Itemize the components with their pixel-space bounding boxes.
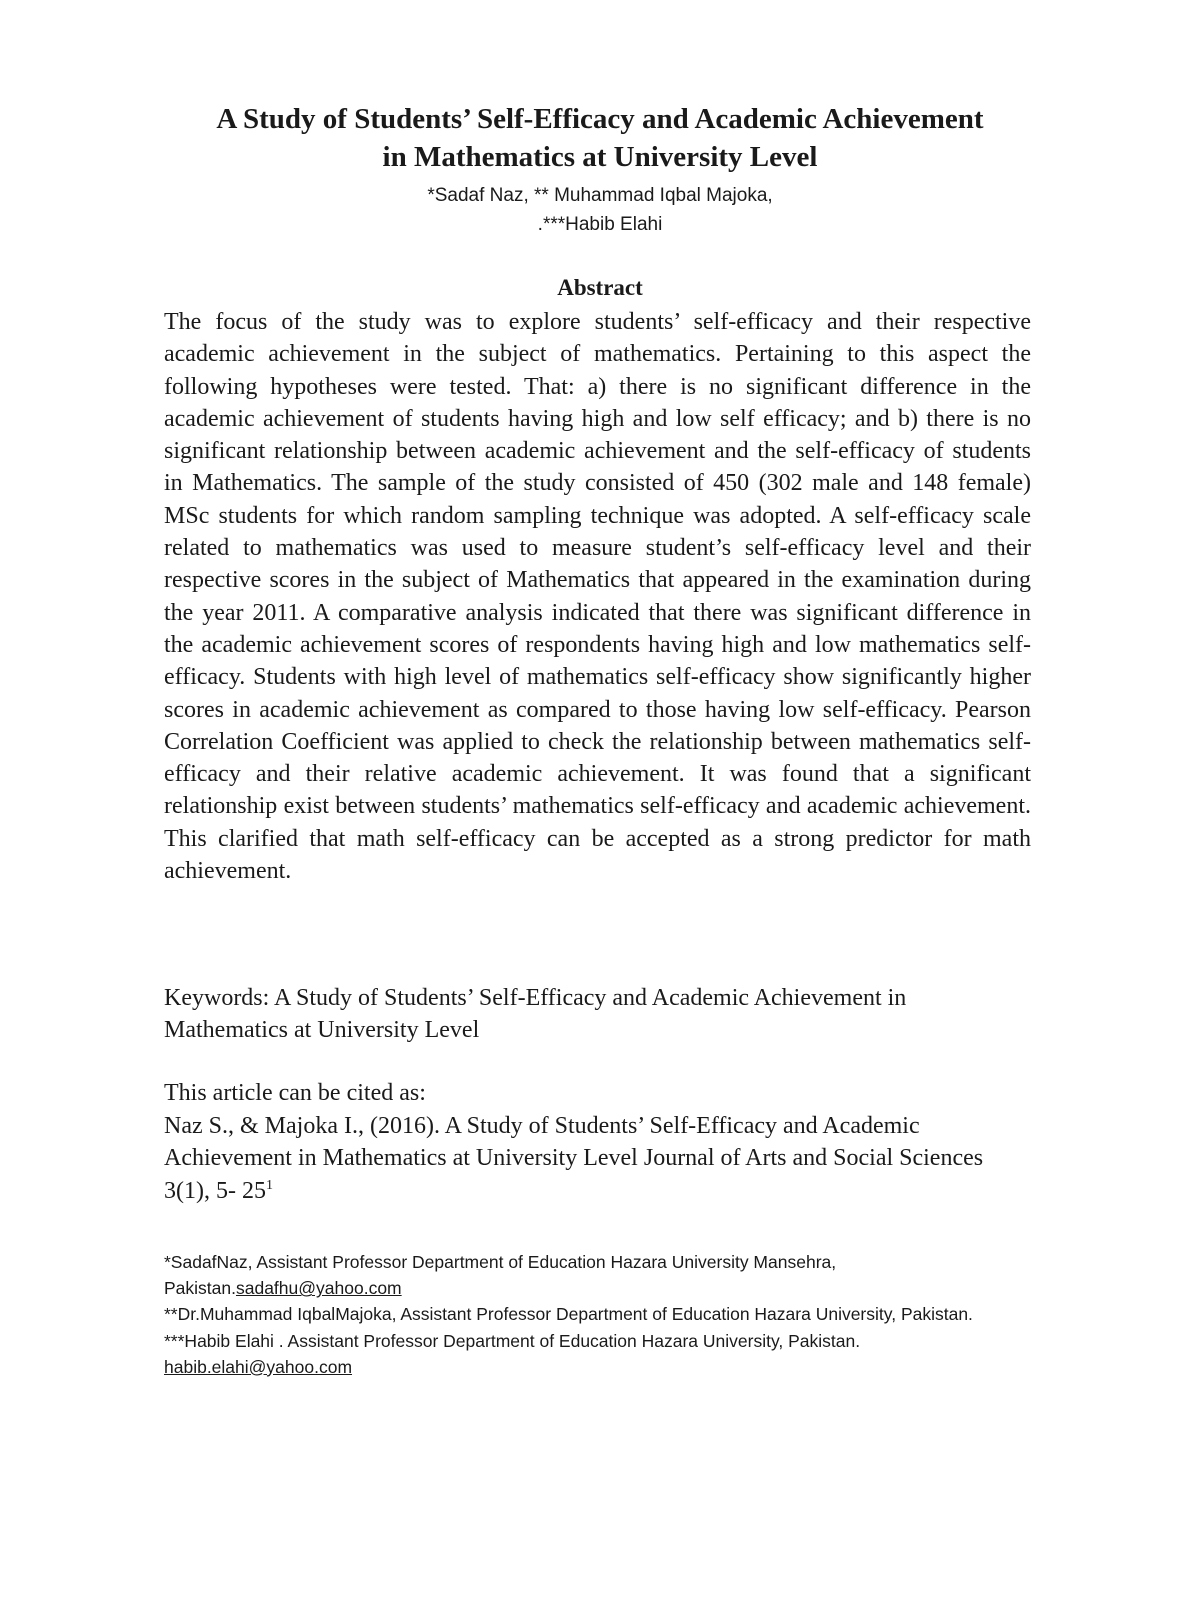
abstract-body: The focus of the study was to explore students’ self-efficacy and their respective academic achievement in the subject of mathematics. Pertaining to this aspect the following hypotheses were tested. That: a) there is no significant difference in the academic achievement of students having high and low self efficacy; and b) there is no significant relationship between academic achievement and the self-efficacy of students in Mathematics. The sample of the study consisted of 450 (302 male and 148 female) MSc students for which random sampling technique was adopted. A self-efficacy scale related to mathematics was used to measure student’s self-efficacy level and their respective scores in the subject of Mathematics that appeared in the examination during the year 2011. A comparative analysis indicated that there was significant difference in the academic achievement scores of respondents having high and low mathematics self-efficacy. Students with high level of mathematics self-efficacy show significantly higher scores in academic achievement as compared to those having low self-efficacy. Pearson Correlation Coefficient was applied to check the relationship between mathematics self-efficacy and their relative academic achievement. It was found that a significant relationship exist between students’ mathematics self-efficacy and academic achievement. This clarified that math self-efficacy can be accepted as a strong predictor for math achievement. xyxy=(164,309,1031,885)
keywords-label: Keywords: xyxy=(164,985,270,1011)
footnote-text: ***Habib Elahi . Assistant Professor Department of Education Hazara University, Pakistan. xyxy=(164,1330,861,1351)
abstract-heading: Abstract xyxy=(557,275,643,300)
footnote-2 xyxy=(164,1301,1031,1327)
author-line-2: .***Habib Elahi xyxy=(537,214,663,235)
author-line-1: *Sadaf Naz, ** Muhammad Iqbal Majoka, xyxy=(427,185,773,206)
footnote-1 xyxy=(164,1249,1031,1301)
author-list xyxy=(120,181,1080,239)
paper-title xyxy=(120,100,1080,176)
email-link[interactable]: habib.elahi@yahoo.com xyxy=(164,1356,353,1377)
keywords xyxy=(164,982,1031,1046)
footnote-marker: 1 xyxy=(265,1177,273,1193)
citation-intro: This article can be cited as: xyxy=(164,1080,426,1106)
footnote-text: **Dr.Muhammad IqbalMajoka, Assistant Professor Department of Education Hazara University, Pakistan. xyxy=(164,1304,973,1325)
footnote-text: *SadafNaz, Assistant Professor Department of Education Hazara University Mansehra, Pakistan. xyxy=(164,1252,837,1299)
citation-text: Naz S., & Majoka I., (2016). A Study of Students’ Self-Efficacy and Academic Achievement in Mathematics at University Level Journal of Arts and Social Sciences 3(1), 5- 25 xyxy=(164,1112,984,1204)
paper-title-line-2: in Mathematics at University Level xyxy=(382,141,818,173)
email-link[interactable]: sadafhu@yahoo.com xyxy=(235,1278,402,1299)
citation xyxy=(164,1077,1031,1207)
paper-title-line-1: A Study of Students’ Self-Efficacy and Academic Achievement xyxy=(216,103,984,135)
keywords-text: A Study of Students’ Self-Efficacy and Academic Achievement in Mathematics at University Level xyxy=(164,985,907,1043)
footnotes xyxy=(164,1249,1031,1380)
footnote-3 xyxy=(164,1328,1031,1380)
